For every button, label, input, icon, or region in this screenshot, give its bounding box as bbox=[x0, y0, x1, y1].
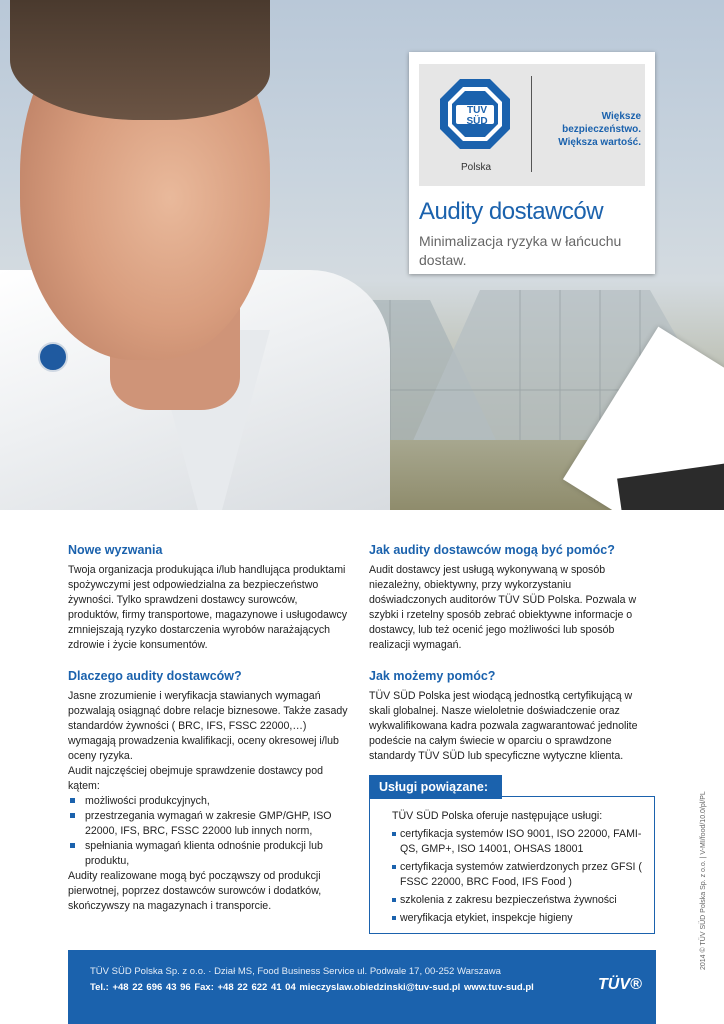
list-item: certyfikacja systemów zatwierdzonych przez GFSI ( FSSC 22000, BRC Food, IFS Food ) bbox=[392, 860, 642, 890]
brand-logo-panel bbox=[419, 64, 645, 186]
section-how-we-help bbox=[369, 669, 649, 764]
footer-address: TÜV SÜD Polska Sp. z o.o. · Dział MS, Food Business Service ul. Podwale 17, 00-252 Warszawa bbox=[90, 966, 501, 977]
footer bbox=[68, 950, 656, 1024]
section-text: Audit dostawcy jest usługą wykonywaną w sposób niezależny, obiektywny, przy wykorzystaniu doświadczonych auditorów TÜV SÜD Polska. Pozwala w szybki i rzetelny sposób zebrać obiektywne informacje o dostawcy, lub też ocenić jego możliwości lub sposób realizacji wymagań. bbox=[369, 564, 637, 651]
brand-box bbox=[409, 52, 655, 274]
hair bbox=[10, 0, 270, 120]
slogan-line-1: Większe bezpieczeństwo. bbox=[562, 111, 641, 135]
country-label: Polska bbox=[461, 162, 492, 173]
footer-contact[interactable]: Tel.: +48 22 696 43 96 Fax: +48 22 622 41 04 mieczyslaw.obiedzinski@tuv-sud.pl www.tuv-sud.pl bbox=[90, 982, 534, 993]
section-heading: Dlaczego audity dostawców? bbox=[68, 669, 242, 683]
list-item: spełniania wymagań klienta odnośnie produkcji lub produktu, bbox=[68, 839, 348, 869]
services-list bbox=[392, 827, 642, 926]
section-heading: Nowe wyzwania bbox=[68, 543, 163, 557]
related-services-tab: Usługi powiązane: bbox=[369, 775, 502, 799]
services-intro: TÜV SÜD Polska oferuje następujące usługi: bbox=[392, 810, 603, 822]
brand-divider bbox=[531, 76, 532, 172]
section-text: TÜV SÜD Polska jest wiodącą jednostką certyfikującą w skali globalnej. Nasze wieloletnie doświadczenie oraz wykwalifikowana kadra pozwala zagwarantować jednolite podeście na całym świecie w oparciu o sprawdzone standardy TÜV SÜD lub specyficzne wytyczne klienta. bbox=[369, 690, 638, 762]
list-item: certyfikacja systemów ISO 9001, ISO 22000, FAMI-QS, GMP+, ISO 14001, OHSAS 18001 bbox=[392, 827, 642, 857]
page-title: Audity dostawców bbox=[419, 198, 604, 225]
section-how-audits-help bbox=[369, 543, 649, 653]
section-text: Jasne zrozumienie i weryfikacja stawianych wymagań pozwalają osiągnąć dobre relacje biznesowe. Także zasady standardów żywności ( BRC, IFS, FSSC 22000,…) wymagają prowadzenia kwalifikacji, oceny okresowej i/lub oceny ryzyka. bbox=[68, 690, 348, 762]
slogan bbox=[537, 110, 641, 149]
section-text: Twoja organizacja produkująca i/lub handlująca produktami spożywczymi jest odpowiedzialna za bezpieczeństwo żywności. Tylko sprawdzeni dostawcy surowców, produktów, firmy transportowe, magazynowe i usługodawcy zmniejszają ryzyko dostarczenia wyrobów narażających zdrowie i życie konsumentów. bbox=[68, 564, 348, 651]
page-subtitle: Minimalizacja ryzyka w łańcuchu dostaw. bbox=[419, 233, 622, 268]
section-heading: Jak audity dostawców mogą być pomóc? bbox=[369, 543, 615, 557]
list-item: szkolenia z zakresu bezpieczeństwa żywności bbox=[392, 893, 642, 908]
slogan-line-2: Większa wartość. bbox=[558, 137, 641, 148]
section-text: Audit najczęściej obejmuje sprawdzenie dostawcy pod kątem: bbox=[68, 765, 323, 792]
section-heading: Jak możemy pomóc? bbox=[369, 669, 496, 683]
list-item: przestrzegania wymagań w zakresie GMP/GHP, ISO 22000, IFS, BRC, FSSC 22000 lub innych norm, bbox=[68, 809, 348, 839]
section-why-audits bbox=[68, 669, 348, 914]
tuv-pin-badge bbox=[38, 342, 68, 372]
section-new-challenges bbox=[68, 543, 348, 653]
audit-scope-list bbox=[68, 794, 348, 869]
services-body bbox=[392, 809, 642, 926]
list-item: możliwości produkcyjnych, bbox=[68, 794, 348, 809]
right-column bbox=[369, 543, 649, 780]
logo-text: TÜV SÜD bbox=[466, 105, 488, 127]
section-text: Audity realizowane mogą być począwszy od produkcji pierwotnej, poprzez dostawców surowców i dodatków, skończywszy na magazynach i transporcie. bbox=[68, 870, 322, 912]
list-item: weryfikacja etykiet, inspekcje higieny bbox=[392, 911, 642, 926]
vertical-copyright: 2014 © TÜV SÜD Polska Sp. z o.o. | V-MI/food/10.0/pl/PL bbox=[700, 791, 707, 970]
left-column bbox=[68, 543, 348, 930]
related-services-box bbox=[369, 796, 655, 934]
footer-logo: TÜV® bbox=[598, 976, 642, 993]
